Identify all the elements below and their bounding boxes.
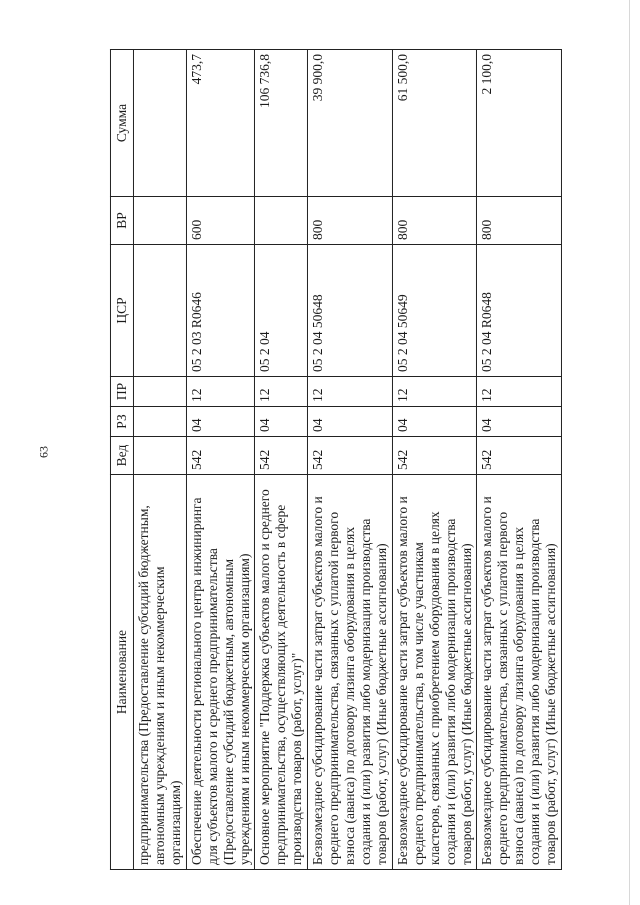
table-row: [477, 50, 562, 870]
cell-pr: 12: [308, 377, 393, 407]
cell-ved: 542: [186, 437, 255, 475]
page-number: 63: [36, 446, 51, 458]
cell-pr: 12: [392, 377, 477, 407]
cell-csr: 05 2 04 50648: [308, 245, 393, 377]
cell-csr: 05 2 04 50649: [392, 245, 477, 377]
cell-pr: 12: [477, 377, 562, 407]
cell-vr: 800: [308, 197, 393, 245]
cell-sum: [133, 50, 186, 197]
cell-pr: 12: [255, 377, 308, 407]
cell-ved: 542: [255, 437, 308, 475]
cell-name: Безвозмездное субсидирование части затрат субъектов малого и среднего предпринимательства, связанных с уплатой первого взноса (аванса) по договору лизинга оборудования в целях создания и (или) развития либо модернизации производства товаров (работ, услуг) (Иные бюджетные ассигнования): [308, 475, 393, 870]
header-name: Наименование: [110, 475, 133, 870]
header-csr: ЦСР: [110, 245, 133, 377]
cell-sum: 39 900,0: [308, 50, 393, 197]
cell-ved: 542: [308, 437, 393, 475]
scan-edge-line: [629, 0, 630, 905]
cell-name: Безвозмездное субсидирование части затрат субъектов малого и среднего предпринимательства, в том числе участникам кластеров, связанных с приобретением оборудования в целях создания и (или) развития либо модернизации производства товаров (работ, услуг) (Иные бюджетные ассигнования): [392, 475, 477, 870]
cell-rz: 04: [186, 407, 255, 437]
cell-name: предпринимательства (Предоставление субсидий бюджетным, автономным учреждениям и иным некоммерческим организациям): [133, 475, 186, 870]
cell-sum: 61 500,0: [392, 50, 477, 197]
cell-vr: 800: [392, 197, 477, 245]
cell-name: Обеспечение деятельности регионального центра инжиниринга для субъектов малого и среднего предпринимательства (Предоставление субсидий бюджетным, автономным учреждениям и иным некоммерческим организациям): [186, 475, 255, 870]
cell-rz: [133, 407, 186, 437]
table-row: [133, 50, 186, 870]
cell-pr: [133, 377, 186, 407]
cell-csr: 05 2 03 R0646: [186, 245, 255, 377]
cell-pr: 12: [186, 377, 255, 407]
cell-name: Основное мероприятие "Поддержка субъектов малого и среднего предпринимательства, осуществляющих деятельность в сфере производства товаров (работ, услуг)": [255, 475, 308, 870]
cell-ved: 542: [477, 437, 562, 475]
header-sum: Сумма: [110, 50, 133, 197]
cell-rz: 04: [255, 407, 308, 437]
cell-sum: 106 736,8: [255, 50, 308, 197]
cell-csr: 05 2 04 R0648: [477, 245, 562, 377]
cell-name: Безвозмездное субсидирование части затрат субъектов малого и среднего предпринимательства, связанных с уплатой первого взноса (аванса) по договору лизинга оборудования в целях создания и (или) развития либо модернизации производства товаров (работ, услуг) (Иные бюджетные ассигнования): [477, 475, 562, 870]
header-ved: Вед: [110, 437, 133, 475]
header-pr: ПР: [110, 377, 133, 407]
cell-vr: [255, 197, 308, 245]
cell-ved: [133, 437, 186, 475]
header-vr: ВР: [110, 197, 133, 245]
budget-table: [110, 49, 562, 870]
table-row: [392, 50, 477, 870]
cell-rz: 04: [308, 407, 393, 437]
cell-sum: 2 100,0: [477, 50, 562, 197]
cell-csr: 05 2 04: [255, 245, 308, 377]
cell-ved: 542: [392, 437, 477, 475]
cell-rz: 04: [477, 407, 562, 437]
cell-vr: 600: [186, 197, 255, 245]
table-row: [308, 50, 393, 870]
table-row: [186, 50, 255, 870]
rotated-table-container: [110, 50, 562, 870]
cell-vr: [133, 197, 186, 245]
cell-sum: 473,7: [186, 50, 255, 197]
table-header-row: [110, 50, 133, 870]
cell-csr: [133, 245, 186, 377]
header-rz: РЗ: [110, 407, 133, 437]
cell-rz: 04: [392, 407, 477, 437]
table-row: [255, 50, 308, 870]
cell-vr: 800: [477, 197, 562, 245]
